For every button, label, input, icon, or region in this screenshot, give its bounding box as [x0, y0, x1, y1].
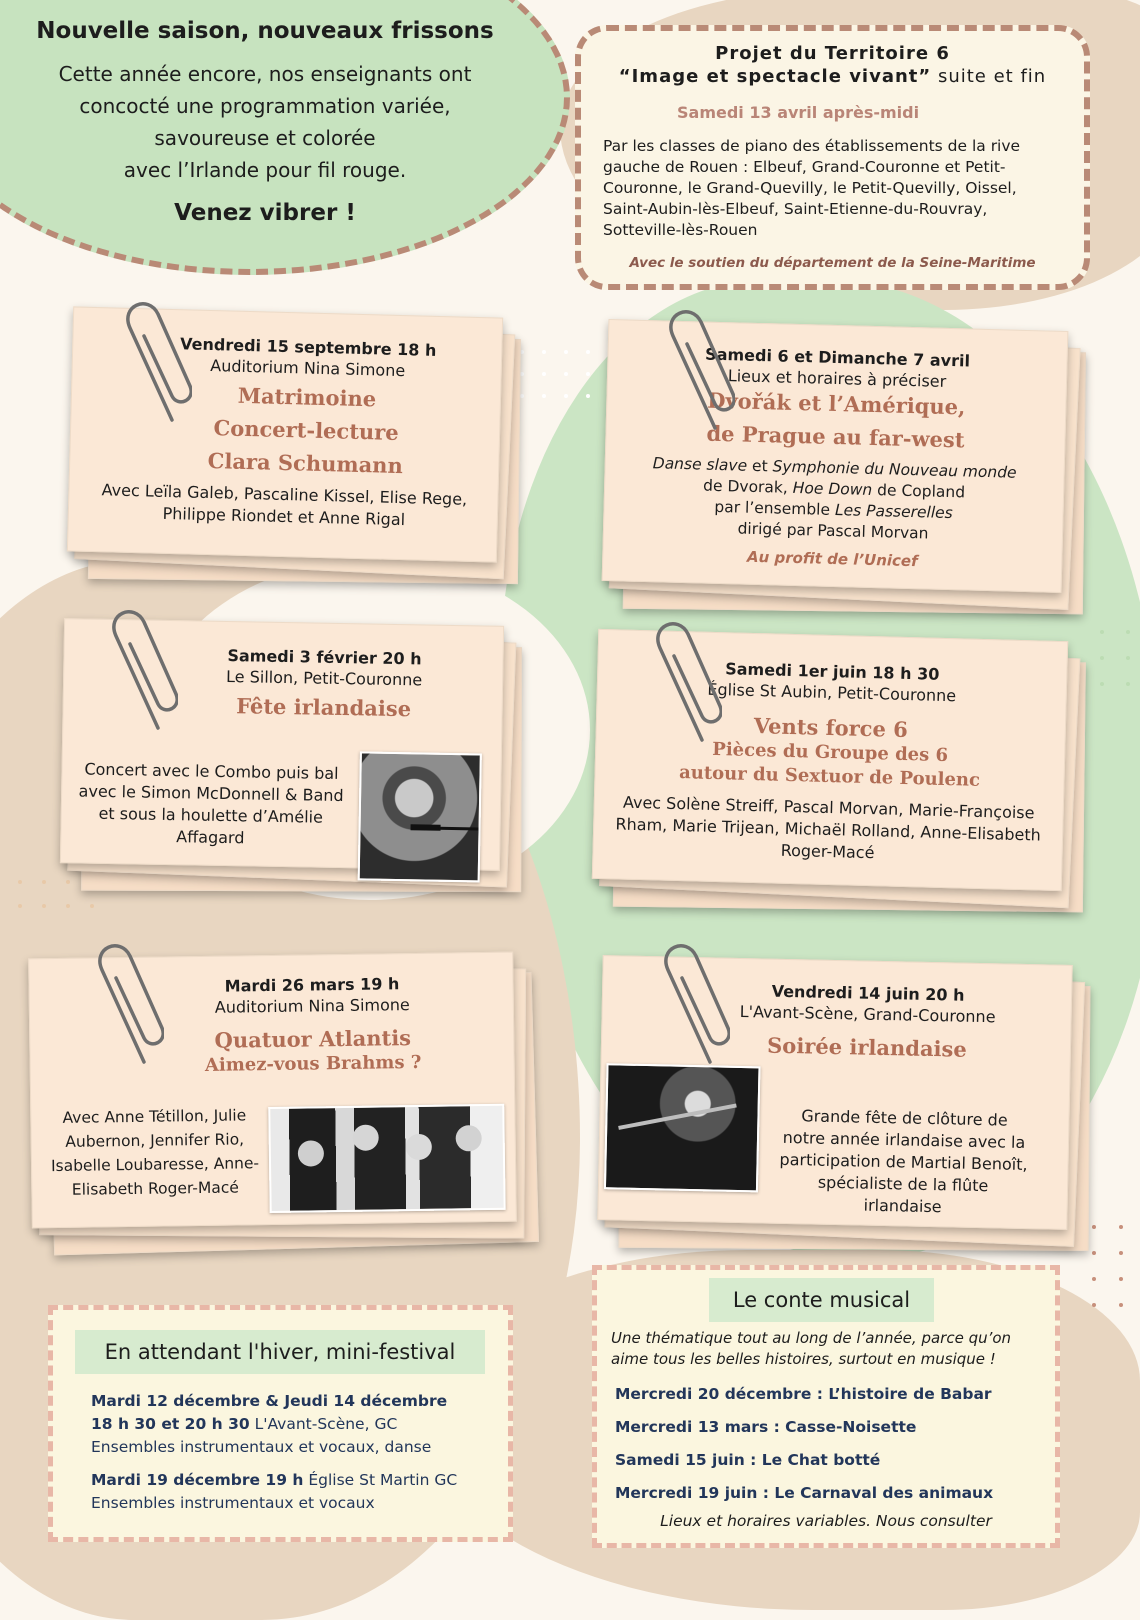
decor-dots-right	[1100, 630, 1130, 686]
photo-singer	[358, 751, 482, 882]
event-date: Samedi 1er juin 18 h 30	[725, 659, 940, 684]
event-date: Vendredi 15 septembre 18 h	[179, 334, 437, 360]
event-subtitle: autour du Sextuor de Poulenc	[678, 762, 981, 791]
desc-italic: Hoe Down	[792, 478, 873, 499]
event-1-times: 18 h 30 et 20 h 30	[91, 1415, 250, 1433]
list-item: Mercredi 13 mars : Casse-Noisette	[615, 1418, 917, 1436]
event-date: Mardi 26 mars 19 h	[224, 974, 400, 996]
event-title: Vents force 6	[753, 712, 909, 743]
list-item: Mercredi 19 juin : Le Carnaval des animaux	[615, 1484, 994, 1502]
event-1-desc: Ensembles instrumentaux et vocaux, danse	[91, 1438, 432, 1456]
desc-italic: Les Passerelles	[834, 501, 953, 523]
event-description	[622, 452, 1046, 547]
decor-dots-top	[520, 350, 612, 398]
event-subtitle: Aimez-vous Brahms ?	[204, 1051, 422, 1076]
intro-line: savoureuse et colorée	[154, 126, 376, 150]
event-description: Avec Anne Tétillon, Julie Aubernon, Jennifer Rio, Isabelle Loubaresse, Anne-Elisabeth Roger-Macé	[50, 1106, 260, 1199]
paperclip-icon	[98, 608, 178, 738]
project-subtitle-quote: “Image et spectacle vivant”	[618, 66, 932, 87]
event-1-place: L'Avant-Scène, GC	[249, 1415, 398, 1433]
event-title: Quatuor Atlantis	[214, 1025, 412, 1053]
paperclip-icon	[650, 942, 730, 1072]
event-2-place: Église St Martin GC	[303, 1471, 458, 1489]
event-title: Dvořák et l’Amérique,	[707, 387, 966, 420]
project-date: Samedi 13 avril après-midi	[677, 103, 920, 122]
conte-musical-heading: Le conte musical	[709, 1278, 934, 1322]
mini-festival-body	[91, 1390, 501, 1525]
event-1-dates: Mardi 12 décembre & Jeudi 14 décembre	[91, 1392, 448, 1410]
event-place: Auditorium Nina Simone	[210, 356, 406, 381]
project-support: Avec le soutien du département de la Seine-Maritime	[629, 255, 1036, 271]
mini-festival-event-2	[91, 1469, 501, 1515]
paperclip-icon	[642, 620, 722, 750]
event-subtitle: Pièces du Groupe des 6	[712, 738, 949, 767]
conte-musical-intro: Une thématique tout au long de l’année, parce qu’on aime tous les belles histoires, surtout en musique !	[611, 1329, 1012, 1368]
project-body: Par les classes de piano des établissements de la rive gauche de Rouen : Elbeuf, Grand-Couronne et Petit-Couronne, le Grand-Quevilly, le Petit-Quevilly, Oissel, Saint-Aubin-lès-Elbeuf, Saint-Etienne-du-Rouvray, Sotteville-lès-Rouen	[603, 137, 1021, 239]
desc-text: de Dvorak,	[702, 476, 793, 497]
event-2-desc: Ensembles instrumentaux et vocaux	[91, 1494, 375, 1512]
paperclip-icon	[84, 942, 164, 1072]
project-subtitle	[603, 66, 1062, 87]
desc-italic: Danse slave	[652, 454, 748, 475]
intro-line: Cette année encore, nos enseignants ont	[58, 62, 472, 86]
list-item: Mercredi 20 décembre : L’histoire de Babar	[615, 1385, 992, 1403]
event-2-date: Mardi 19 décembre 19 h	[91, 1471, 304, 1489]
event-place: Le Sillon, Petit-Couronne	[225, 667, 423, 690]
event-description: Avec Solène Streiff, Pascal Morvan, Marie-Françoise Rham, Marie Trijean, Michaël Rolland, Anne-Elisabeth Roger-Macé	[615, 792, 1042, 863]
event-date: Vendredi 14 juin 20 h	[771, 981, 965, 1005]
event-date: Samedi 3 février 20 h	[227, 646, 422, 669]
event-place: Auditorium Nina Simone	[214, 995, 410, 1017]
mini-festival-heading: En attendant l'hiver, mini-festival	[75, 1330, 485, 1374]
flute-icon	[606, 1065, 759, 1190]
desc-text: par l’ensemble	[714, 497, 836, 520]
mini-festival-event-1	[91, 1390, 501, 1459]
quartet-faces-icon	[270, 1106, 503, 1211]
event-note: Au profit de l’Unicef	[746, 547, 918, 571]
desc-text: et	[746, 456, 773, 476]
event-place: Lieux et horaires à préciser	[727, 366, 947, 391]
event-place: Église St Aubin, Petit-Couronne	[707, 679, 957, 706]
intro-text-block	[0, 18, 530, 226]
intro-body	[0, 58, 530, 186]
paperclip-icon	[112, 300, 192, 430]
event-description: Grande fête de clôture de notre année irlandaise avec la participation de Martial Benoît, spécialiste de la flûte irlandaise	[779, 1106, 1028, 1217]
list-item: Samedi 15 juin : Le Chat botté	[615, 1451, 881, 1469]
decor-dots-bottom-right	[1092, 1225, 1124, 1307]
conte-musical-footer: Lieux et horaires variables. Nous consulter	[660, 1512, 992, 1530]
intro-title: Nouvelle saison, nouveaux frissons	[36, 18, 494, 44]
event-description: Concert avec le Combo puis bal avec le Simon McDonnell & Band et sous la houlette d’Amélie Affagard	[78, 759, 344, 848]
conte-musical-box	[592, 1265, 1060, 1548]
desc-text: de Copland	[872, 480, 966, 502]
event-title: Clara Schumann	[207, 447, 404, 479]
event-date: Samedi 6 et Dimanche 7 avril	[704, 344, 971, 371]
event-title: de Prague au far-west	[706, 420, 965, 453]
paperclip-icon	[655, 308, 735, 438]
event-title: Concert-lecture	[213, 415, 399, 445]
microphone-icon	[360, 753, 480, 880]
event-title: Soirée irlandaise	[766, 1032, 967, 1062]
event-title: Fête irlandaise	[236, 693, 412, 722]
photo-quartet	[268, 1104, 505, 1213]
event-place: L'Avant-Scène, Grand-Couronne	[739, 1001, 996, 1027]
conte-musical-list	[615, 1378, 1055, 1510]
intro-line: avec l’Irlande pour fil rouge.	[123, 158, 407, 182]
project-title: Projet du Territoire 6	[715, 43, 950, 64]
intro-cta: Venez vibrer !	[174, 200, 356, 226]
project-subtitle-rest: suite et fin	[931, 66, 1047, 87]
photo-flutist	[604, 1063, 761, 1192]
mini-festival-box	[48, 1305, 513, 1542]
desc-italic: Symphonie du Nouveau monde	[772, 457, 1017, 482]
event-title: Matrimoine	[237, 382, 377, 412]
event-description: Avec Leïla Galeb, Pascaline Kissel, Elise Rege, Philippe Riondet et Anne Rigal	[101, 480, 468, 530]
project-box	[575, 25, 1090, 290]
desc-text: dirigé par Pascal Morvan	[737, 519, 929, 543]
intro-line: concocté une programmation variée,	[79, 94, 451, 118]
